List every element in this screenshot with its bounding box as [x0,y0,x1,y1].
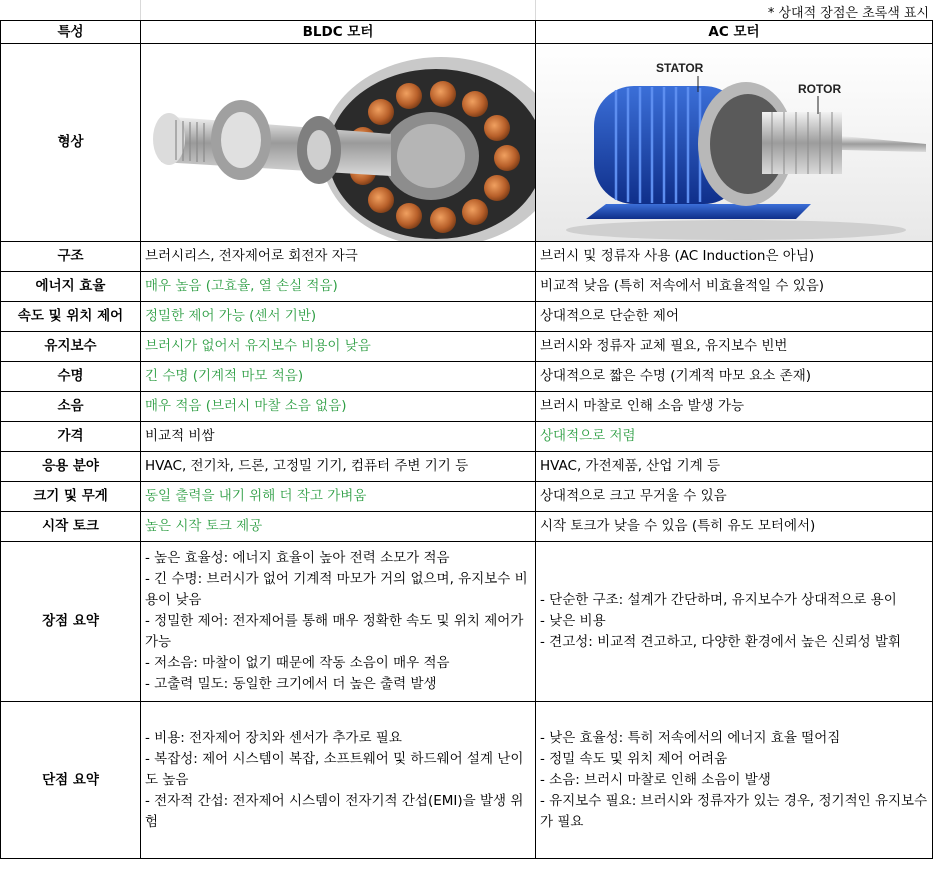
bldc-value: 비교적 비쌈 [141,422,536,452]
bldc-value: 브러시가 없어서 유지보수 비용이 낮음 [141,332,536,362]
bldc-value: 매우 높음 (고효율, 열 손실 적음) [141,272,536,302]
comparison-row [1,302,933,332]
gridline [140,0,141,20]
comparison-row [1,332,933,362]
header-bldc: BLDC 모터 [141,21,536,44]
feature-label: 유지보수 [1,332,141,362]
bldc-motor-image [141,44,536,242]
bldc-pros: - 높은 효율성: 에너지 효율이 높아 전력 소모가 적음 - 긴 수명: 브러시가 없어 기계적 마모가 거의 없으며, 유지보수 비용이 낮음 - 정밀한 제어: 전자제어를 통해 매우 정확한 속도 및 위치 제어가 가능 - 저소음: 마찰이 없기 때문에 작동 소음이 매우 적음 - 고출력 밀도: 동일한 크기에서 더 높은 출력 발생 [141,542,536,702]
bldc-value: 정밀한 제어 가능 (센서 기반) [141,302,536,332]
header-feature: 특성 [1,21,141,44]
bldc-value: HVAC, 전기차, 드론, 고정밀 기기, 컴퓨터 주변 기기 등 [141,452,536,482]
feature-label: 에너지 효율 [1,272,141,302]
feature-label: 장점 요약 [1,542,141,702]
feature-label: 응용 분야 [1,452,141,482]
comparison-row [1,452,933,482]
ac-value: 브러시와 정류자 교체 필요, 유지보수 빈번 [536,332,933,362]
feature-label: 소음 [1,392,141,422]
data-rows [1,242,933,542]
ac-value: 시작 토크가 낮을 수 있음 (특히 유도 모터에서) [536,512,933,542]
comparison-row [1,422,933,452]
cons-row [1,702,933,859]
ac-value: 비교적 낮음 (특히 저속에서 비효율적일 수 있음) [536,272,933,302]
bldc-value: 브러시리스, 전자제어로 회전자 자극 [141,242,536,272]
ac-value: HVAC, 가전제품, 산업 기계 등 [536,452,933,482]
stator-label: STATOR [656,61,704,75]
comparison-table [0,20,933,859]
feature-label: 속도 및 위치 제어 [1,302,141,332]
feature-label: 가격 [1,422,141,452]
feature-label: 크기 및 무게 [1,482,141,512]
ac-value: 상대적으로 크고 무거울 수 있음 [536,482,933,512]
pros-row [1,542,933,702]
header-row [1,21,933,44]
comparison-row [1,362,933,392]
comparison-row [1,512,933,542]
bldc-motor-illustration [141,44,536,241]
ac-motor-illustration [536,44,933,241]
advantage-note: * 상대적 장점은 초록색 표시 [767,6,929,21]
bldc-value: 동일 출력을 내기 위해 더 작고 가벼움 [141,482,536,512]
shape-row [1,44,933,242]
comparison-row [1,392,933,422]
header-ac: AC 모터 [536,21,933,44]
feature-label: 시작 토크 [1,512,141,542]
ac-value: 상대적으로 짧은 수명 (기계적 마모 요소 존재) [536,362,933,392]
ac-motor-image [536,44,933,242]
gridline [535,0,536,20]
ac-value: 상대적으로 저렴 [536,422,933,452]
ac-value: 브러시 및 정류자 사용 (AC Induction은 아님) [536,242,933,272]
bldc-value: 매우 적음 (브러시 마찰 소음 없음) [141,392,536,422]
feature-label: 수명 [1,362,141,392]
comparison-row [1,482,933,512]
feature-label: 형상 [1,44,141,242]
bldc-cons: - 비용: 전자제어 장치와 센서가 추가로 필요 - 복잡성: 제어 시스템이 복잡, 소프트웨어 및 하드웨어 설계 난이도 높음 - 전자적 간섭: 전자제어 시스템이 전자기적 간섭(EMI)을 발생 위험 [141,702,536,859]
ac-cons: - 낮은 효율성: 특히 저속에서의 에너지 효율 떨어짐 - 정밀 속도 및 위치 제어 어려움 - 소음: 브러시 마찰로 인해 소음이 발생 - 유지보수 필요: 브러시와 정류자가 있는 경우, 정기적인 유지보수가 필요 [536,702,933,859]
bldc-value: 긴 수명 (기계적 마모 적음) [141,362,536,392]
feature-label: 단점 요약 [1,702,141,859]
ac-pros: - 단순한 구조: 설계가 간단하며, 유지보수가 상대적으로 용이 - 낮은 비용 - 견고성: 비교적 견고하고, 다양한 환경에서 높은 신뢰성 발휘 [536,542,933,702]
note-row [0,0,933,20]
ac-value: 상대적으로 단순한 제어 [536,302,933,332]
comparison-row [1,272,933,302]
feature-label: 구조 [1,242,141,272]
rotor-label: ROTOR [798,82,842,96]
bldc-value: 높은 시작 토크 제공 [141,512,536,542]
ac-value: 브러시 마찰로 인해 소음 발생 가능 [536,392,933,422]
comparison-row [1,242,933,272]
